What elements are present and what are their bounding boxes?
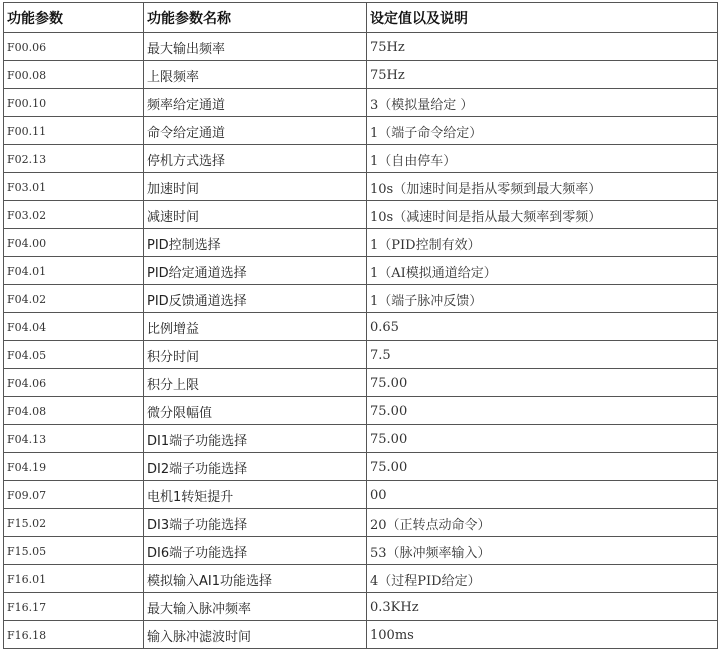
param-code-cell: F04.06 bbox=[4, 369, 144, 397]
param-name-cell: DI2端子功能选择 bbox=[144, 453, 367, 481]
param-name-cell: 频率给定通道 bbox=[144, 89, 367, 117]
param-name-cell: 模拟输入AI1功能选择 bbox=[144, 565, 367, 593]
table-row bbox=[4, 201, 718, 229]
param-value-cell: 10s（加速时间是指从零频到最大频率） bbox=[367, 173, 718, 201]
param-code-cell: F00.11 bbox=[4, 117, 144, 145]
header-name: 功能参数名称 bbox=[144, 3, 367, 33]
param-value-cell: 75Hz bbox=[367, 33, 718, 61]
param-value-cell: 10s（减速时间是指从最大频率到零频） bbox=[367, 201, 718, 229]
param-code-cell: F04.00 bbox=[4, 229, 144, 257]
param-name-cell: PID控制选择 bbox=[144, 229, 367, 257]
table-row bbox=[4, 117, 718, 145]
param-value-cell: 1（自由停车） bbox=[367, 145, 718, 173]
param-name-cell: PID给定通道选择 bbox=[144, 257, 367, 285]
table-row bbox=[4, 565, 718, 593]
table-row bbox=[4, 257, 718, 285]
param-value-cell: 20（正转点动命令） bbox=[367, 509, 718, 537]
table-row bbox=[4, 369, 718, 397]
param-name-cell: 积分时间 bbox=[144, 341, 367, 369]
param-value-cell: 1（PID控制有效） bbox=[367, 229, 718, 257]
param-code-cell: F09.07 bbox=[4, 481, 144, 509]
param-name-cell: PID反馈通道选择 bbox=[144, 285, 367, 313]
param-value-cell: 53（脉冲频率输入） bbox=[367, 537, 718, 565]
table-body bbox=[4, 33, 718, 649]
table-row bbox=[4, 621, 718, 649]
table-row bbox=[4, 397, 718, 425]
header-value: 设定值以及说明 bbox=[367, 3, 718, 33]
param-code-cell: F04.08 bbox=[4, 397, 144, 425]
header-row bbox=[4, 3, 718, 33]
param-value-cell: 75Hz bbox=[367, 61, 718, 89]
table-row bbox=[4, 537, 718, 565]
param-name-cell: 输入脉冲滤波时间 bbox=[144, 621, 367, 649]
param-value-cell: 75.00 bbox=[367, 425, 718, 453]
param-code-cell: F04.13 bbox=[4, 425, 144, 453]
param-name-cell: 电机1转矩提升 bbox=[144, 481, 367, 509]
param-code-cell: F03.02 bbox=[4, 201, 144, 229]
param-name-cell: 最大输入脉冲频率 bbox=[144, 593, 367, 621]
param-code-cell: F04.02 bbox=[4, 285, 144, 313]
param-value-cell: 3（模拟量给定 ） bbox=[367, 89, 718, 117]
param-code-cell: F15.05 bbox=[4, 537, 144, 565]
param-code-cell: F02.13 bbox=[4, 145, 144, 173]
table-row bbox=[4, 453, 718, 481]
parameter-table bbox=[3, 2, 718, 649]
param-code-cell: F03.01 bbox=[4, 173, 144, 201]
param-value-cell: 100ms bbox=[367, 621, 718, 649]
table-row bbox=[4, 89, 718, 117]
param-name-cell: 积分上限 bbox=[144, 369, 367, 397]
param-name-cell: 命令给定通道 bbox=[144, 117, 367, 145]
table-row bbox=[4, 33, 718, 61]
table-row bbox=[4, 285, 718, 313]
param-value-cell: 00 bbox=[367, 481, 718, 509]
param-name-cell: 加速时间 bbox=[144, 173, 367, 201]
table-row bbox=[4, 313, 718, 341]
param-value-cell: 75.00 bbox=[367, 397, 718, 425]
param-name-cell: 最大输出频率 bbox=[144, 33, 367, 61]
param-code-cell: F04.04 bbox=[4, 313, 144, 341]
table-row bbox=[4, 61, 718, 89]
table-row bbox=[4, 341, 718, 369]
param-value-cell: 0.3KHz bbox=[367, 593, 718, 621]
param-name-cell: 停机方式选择 bbox=[144, 145, 367, 173]
table-row bbox=[4, 173, 718, 201]
param-code-cell: F04.19 bbox=[4, 453, 144, 481]
param-name-cell: 上限频率 bbox=[144, 61, 367, 89]
param-code-cell: F00.08 bbox=[4, 61, 144, 89]
param-code-cell: F15.02 bbox=[4, 509, 144, 537]
param-code-cell: F04.05 bbox=[4, 341, 144, 369]
param-value-cell: 75.00 bbox=[367, 453, 718, 481]
param-code-cell: F16.17 bbox=[4, 593, 144, 621]
param-code-cell: F00.10 bbox=[4, 89, 144, 117]
param-value-cell: 1（端子脉冲反馈） bbox=[367, 285, 718, 313]
param-name-cell: DI6端子功能选择 bbox=[144, 537, 367, 565]
param-value-cell: 1（端子命令给定） bbox=[367, 117, 718, 145]
param-name-cell: 减速时间 bbox=[144, 201, 367, 229]
param-name-cell: DI1端子功能选择 bbox=[144, 425, 367, 453]
header-code: 功能参数 bbox=[4, 3, 144, 33]
param-name-cell: DI3端子功能选择 bbox=[144, 509, 367, 537]
param-name-cell: 微分限幅值 bbox=[144, 397, 367, 425]
param-value-cell: 0.65 bbox=[367, 313, 718, 341]
param-value-cell: 75.00 bbox=[367, 369, 718, 397]
param-value-cell: 1（AI模拟通道给定） bbox=[367, 257, 718, 285]
param-code-cell: F16.18 bbox=[4, 621, 144, 649]
table-row bbox=[4, 229, 718, 257]
param-code-cell: F00.06 bbox=[4, 33, 144, 61]
table-row bbox=[4, 481, 718, 509]
param-value-cell: 4（过程PID给定） bbox=[367, 565, 718, 593]
param-value-cell: 7.5 bbox=[367, 341, 718, 369]
table-row bbox=[4, 145, 718, 173]
table-row bbox=[4, 425, 718, 453]
param-code-cell: F16.01 bbox=[4, 565, 144, 593]
param-name-cell: 比例增益 bbox=[144, 313, 367, 341]
table-row bbox=[4, 593, 718, 621]
param-code-cell: F04.01 bbox=[4, 257, 144, 285]
table-row bbox=[4, 509, 718, 537]
